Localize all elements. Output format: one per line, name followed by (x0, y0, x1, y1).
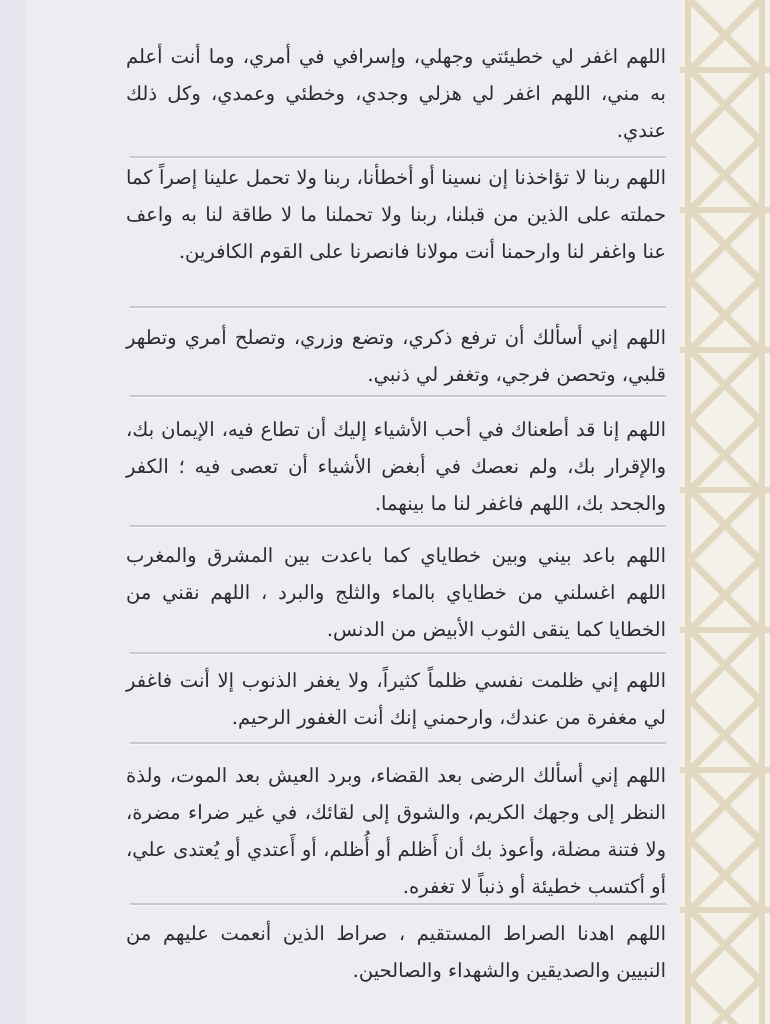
dua-paragraph-8: اللهم اهدنا الصراط المستقيم ، صراط الذين أنعمت عليهم من النبيين والصديقين والشهداء والصالحين. (126, 922, 666, 982)
dua-paragraph-4: اللهم إنا قد أطعناك في أحب الأشياء إليك أن تطاع فيه، الإيمان بك، والإقرار بك، ولم نعصك في أبغض الأشياء أن تعصى فيه ؛ الكفر والجحد بك، اللهم فاغفر لنا ما بينهما. (126, 418, 666, 515)
divider (130, 306, 666, 309)
divider (130, 652, 666, 655)
left-margin (0, 0, 26, 1024)
divider (130, 525, 666, 528)
geometric-pattern-border (680, 0, 770, 1024)
dua-list (26, 0, 680, 1024)
divider (130, 903, 666, 906)
lattice-pattern-icon (680, 0, 770, 1024)
divider (130, 395, 666, 398)
dua-paragraph-5: اللهم باعد بيني وبين خطاياي كما باعدت بين المشرق والمغرب اللهم اغسلني من خطاياي بالماء والثلج والبرد ، اللهم نقني من الخطايا كما ينقى الثوب الأبيض من الدنس. (126, 544, 666, 641)
dua-paragraph-6: اللهم إني ظلمت نفسي ظلماً كثيراً، ولا يغفر الذنوب إلا أنت فاغفر لي مغفرة من عندك، وارحمني إنك أنت الغفور الرحيم. (126, 669, 666, 729)
dua-paragraph-1: اللهم اغفر لي خطيئتي وجهلي، وإسرافي في أمري، وما أنت أعلم به مني، اللهم اغفر لي هزلي وجدي، وخطئي وعمدي، وكل ذلك عندي. (126, 45, 666, 142)
dua-paragraph-3: اللهم إني أسألك أن ترفع ذكري، وتضع وزري، وتصلح أمري وتطهر قلبي، وتحصن فرجي، وتغفر لي ذنبي. (126, 326, 666, 386)
dua-paragraph-7: اللهم إني أسألك الرضى بعد القضاء، وبرد العيش بعد الموت، ولذة النظر إلى وجهك الكريم، والشوق إلى لقائك، في غير ضراء مضرة، ولا فتنة مضلة، وأعوذ بك أن أَظلم أو أُظلم، أو أَعتدي أو يُعتدى علي، أو أكتسب خطيئة أو ذنباً لا تغفره. (126, 764, 666, 898)
dua-paragraph-2: اللهم ربنا لا تؤاخذنا إن نسينا أو أخطأنا، ربنا ولا تحمل علينا إصراً كما حملته على الذين من قبلنا، ربنا ولا تحملنا ما لا طاقة لنا به واعف عنا واغفر لنا وارحمنا أنت مولانا فانصرنا على القوم الكافرين. (126, 166, 666, 263)
divider (130, 742, 666, 745)
